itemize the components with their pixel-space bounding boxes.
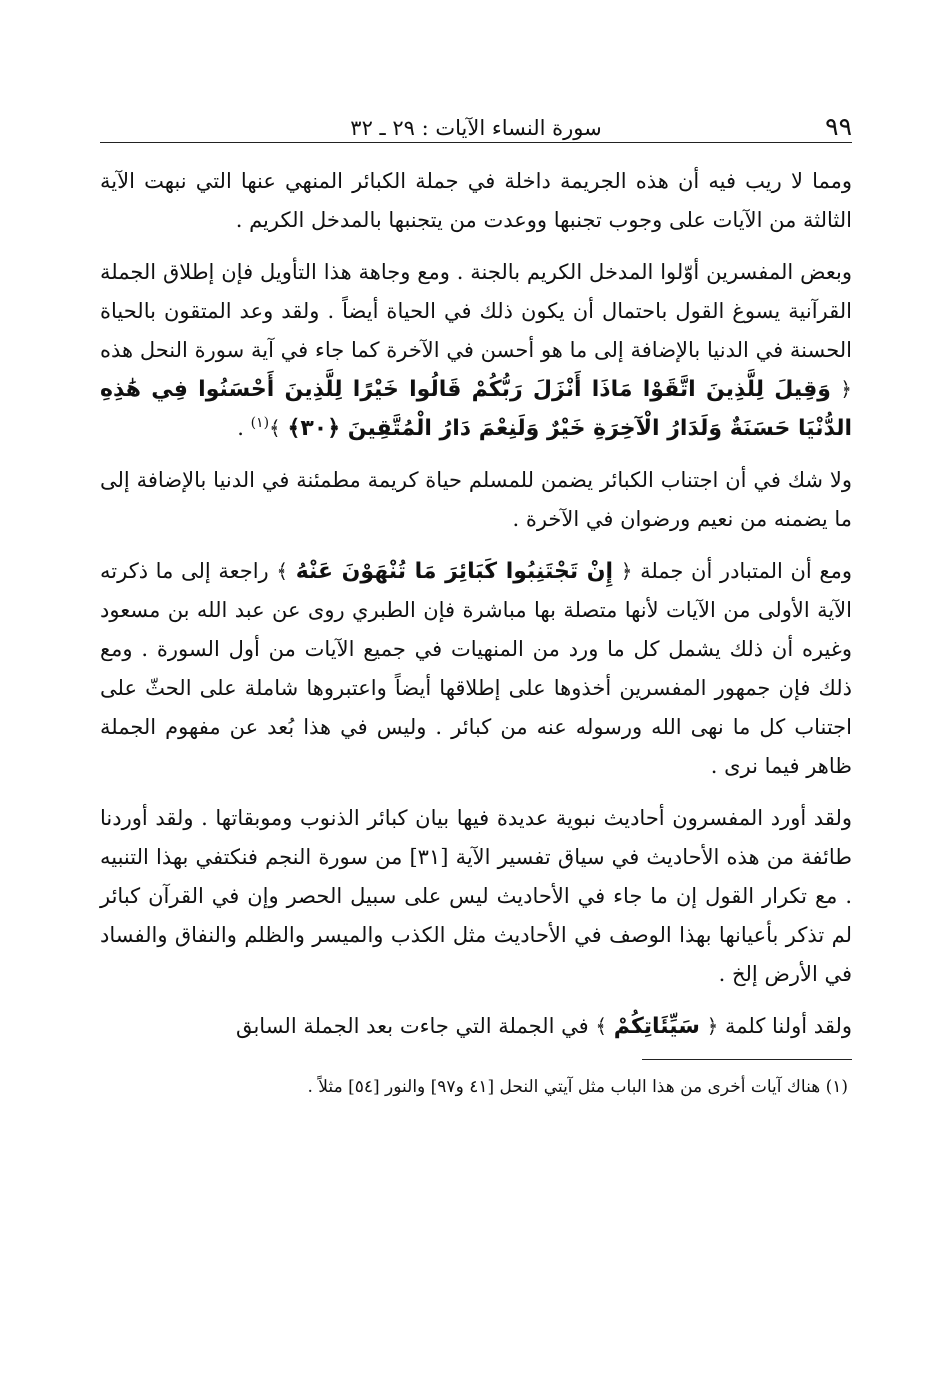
paragraph (100, 162, 852, 240)
paragraph-text: . (237, 416, 251, 440)
paragraph (100, 799, 852, 994)
paragraph-text: ولقد أولنا كلمة (725, 1014, 852, 1038)
paragraph (100, 253, 852, 448)
page-number: ٩٩ (825, 112, 852, 141)
quran-verse: وَقِيلَ لِلَّذِينَ اتَّقَوْا مَاذَا أَنْزَلَ رَبُّكُمْ قَالُوا خَيْرًا لِلَّذِينَ أَحْسَنُوا فِي هَٰذِهِ الدُّنْيَا حَسَنَةٌ وَلَدَارُ الْآخِرَةِ خَيْرٌ وَلَنِعْمَ دَارُ الْمُتَّقِينَ ﴿٣٠﴾ (100, 377, 852, 441)
page-header (100, 100, 852, 143)
paragraph-text: ولا شك في أن اجتناب الكبائر يضمن للمسلم حياة كريمة مطمئنة في الدنيا بالإضافة إلى ما يضمنه من نعيم ورضوان في الآخرة . (100, 468, 852, 531)
paragraph-text: وبعض المفسرين أوّلوا المدخل الكريم بالجنة . ومع وجاهة هذا التأويل فإن إطلاق الجملة القرآنية يسوغ القول باحتمال أن يكون ذلك في الحياة أيضاً . ولقد وعد المتقون بالحياة الحسنة في الدنيا بالإضافة إلى ما هو أحسن في الآخرة كما جاء في آية سورة النحل هذه (100, 260, 852, 362)
quran-close-brace: ﴾ (595, 1014, 608, 1038)
quran-open-brace: ﴿ (620, 559, 633, 583)
quran-open-brace: ﴿ (840, 377, 852, 401)
footnote-reference[interactable]: (١) (250, 415, 270, 431)
body-text (100, 162, 852, 1046)
paragraph (100, 1007, 852, 1046)
paragraph (100, 552, 852, 786)
footnote: (١) هناك آيات أخرى من هذا الباب مثل آيتي النحل [٤١ و٩٧] والنور [٥٤] مثلاً . (307, 1077, 848, 1097)
quran-verse: سَيِّئَاتِكُمْ (613, 1014, 700, 1039)
footnote-divider (642, 1059, 852, 1060)
paragraph-text: ومع أن المتبادر أن جملة (640, 559, 852, 583)
paragraph-text: في الجملة التي جاءت بعد الجملة السابق (235, 1014, 589, 1038)
quran-close-brace: ﴾ (269, 416, 281, 440)
quran-open-brace: ﴿ (706, 1014, 719, 1038)
quran-verse: إِنْ تَجْتَنِبُوا كَبَائِرَ مَا تُنْهَوْنَ عَنْهُ (295, 559, 614, 584)
running-title: سورة النساء الآيات : ٢٩ ـ ٣٢ (350, 116, 602, 140)
paragraph-text: ولقد أورد المفسرون أحاديث نبوية عديدة فيها بيان كبائر الذنوب وموبقاتها . ولقد أوردنا طائفة من هذه الأحاديث في سياق تفسير الآية [٣١] من سورة النجم فنكتفي بهذا التنبيه . مع تكرار القول إن ما جاء في الأحاديث ليس على سبيل الحصر وإن في القرآن كبائر لم تذكر بأعيانها بهذا الوصف في الأحاديث مثل الكذب والميسر والظلم والنفاق والفساد في الأرض إلخ . (100, 806, 853, 986)
page (100, 100, 852, 1100)
paragraph-text: راجعة إلى ما ذكرته الآية الأولى من الآيات لأنها متصلة بها مباشرة فإن الطبري روى عن عبد الله بن مسعود وغيره أن ذلك يشمل كل ما ورد من المنهيات في جميع الآيات من أول السورة . ومع ذلك فإن جمهور المفسرين أخذوها على إطلاقها أيضاً واعتبروها شاملة على الحثّ على اجتناب كل ما نهى الله ورسوله عنه من كبائر . وليس في هذا بُعد عن مفهوم الجملة ظاهر فيما نرى . (100, 559, 852, 778)
paragraph (100, 461, 852, 539)
quran-close-brace: ﴾ (276, 559, 289, 583)
paragraph-text: ومما لا ريب فيه أن هذه الجريمة داخلة في جملة الكبائر المنهي عنها التي نبهت الآية الثالثة من الآيات على وجوب تجنبها ووعدت من يتجنبها بالمدخل الكريم . (100, 169, 852, 232)
